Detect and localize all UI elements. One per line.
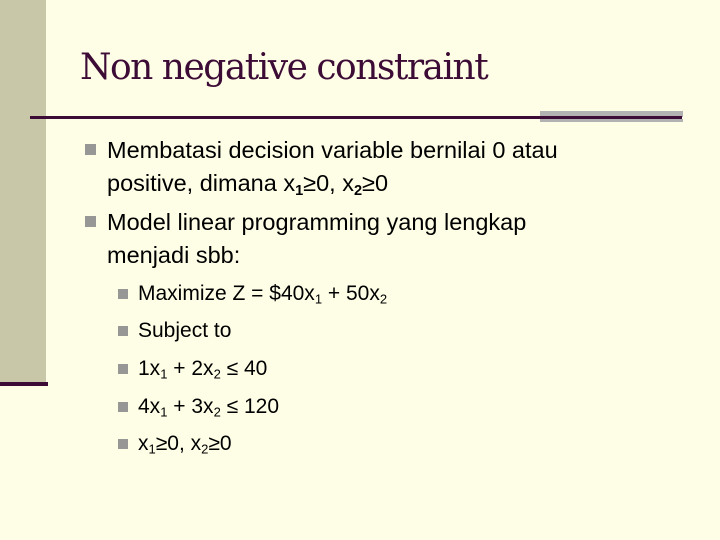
square-bullet-icon [118, 402, 128, 412]
bullet-line-1: Model linear programming yang lengkap [107, 209, 527, 235]
title-rule [30, 116, 682, 119]
sub-bullet-constraint-2: $4x_1 + 3x_2 \le 120$ [118, 392, 678, 422]
left-accent-band [0, 0, 46, 385]
sub-bullet-objective: Maximize $Z = \$40x_1 + 50x_2$ [118, 279, 678, 309]
left-accent-line [0, 382, 48, 386]
sub-bullet-constraint-1: $1x_1 + 2x_2 \le 40$ [118, 354, 678, 384]
square-bullet-icon [85, 144, 96, 155]
square-bullet-icon [118, 364, 128, 374]
square-bullet-icon [118, 289, 128, 299]
bullet-line-2: positive, dimana $x_1\ge 0$, $x_2\ge 0$ [107, 170, 389, 200]
title-rule-gray-lower [540, 119, 683, 122]
bullet-line-1: Membatasi decision variable bernilai 0 atau [107, 137, 558, 163]
bullet-line-2: menjadi sbb: [107, 242, 241, 268]
sub-bullet-non-negative: $x_1\ge 0$, $x_2\ge 0$ [118, 429, 678, 459]
sub-bullet-subject-to: Subject to [118, 316, 678, 346]
bullet-item-1 [85, 134, 685, 200]
square-bullet-icon [118, 439, 128, 449]
square-bullet-icon [118, 326, 128, 336]
slide-title: Non negative constraint [80, 47, 488, 88]
square-bullet-icon [85, 216, 96, 227]
bullet-item-2 [85, 206, 685, 272]
